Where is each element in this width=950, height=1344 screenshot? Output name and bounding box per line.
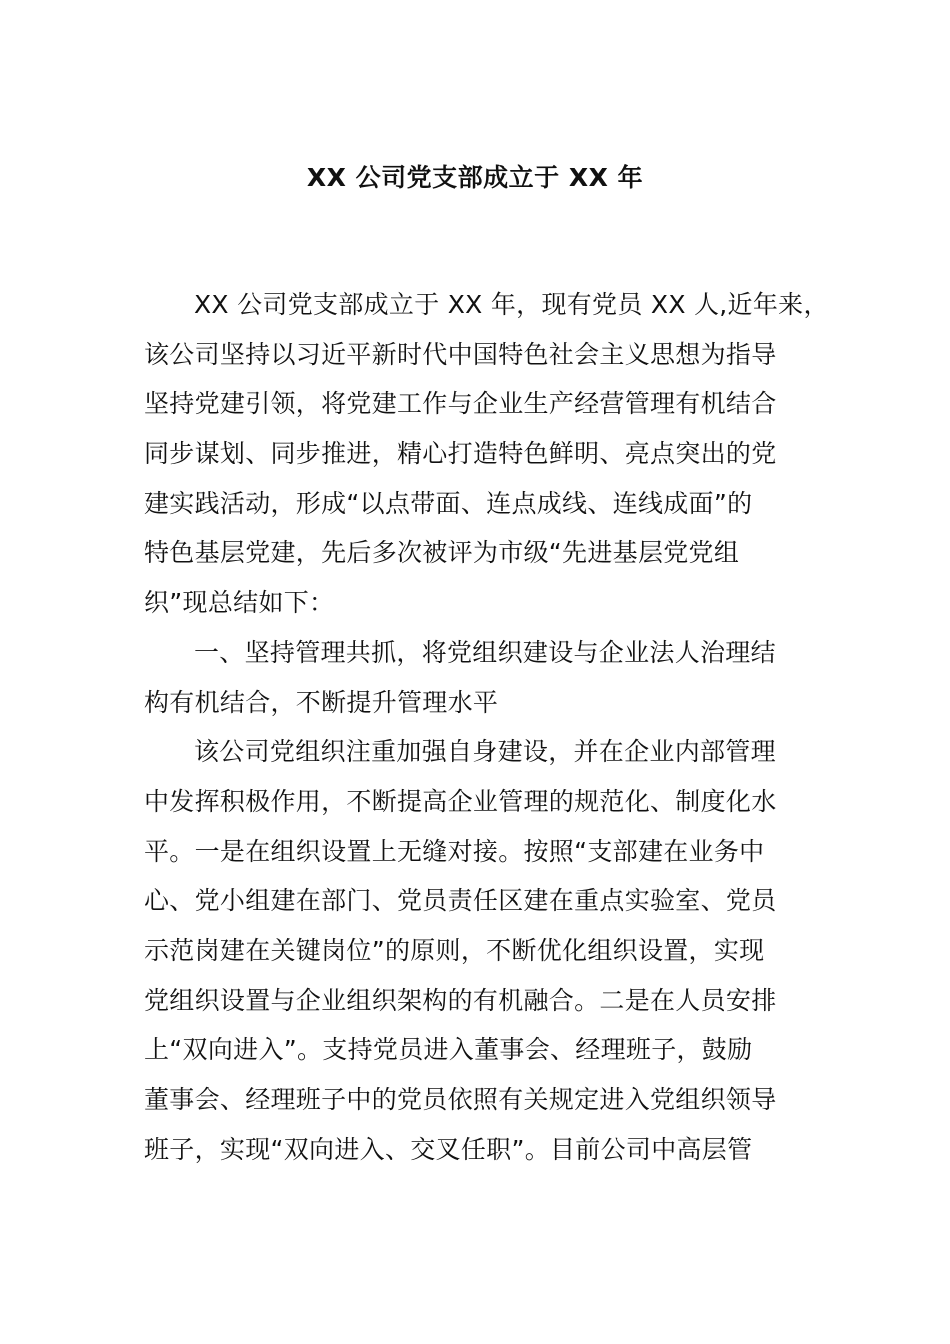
paragraph-line: 建实践活动，形成“以点带面、连点成线、连线成面”的 <box>144 488 753 518</box>
paragraph-line: 织”现总结如下： <box>144 588 335 618</box>
paragraph-line: 中发挥积极作用，不断提高企业管理的规范化、制度化水 <box>144 786 777 816</box>
paragraph-line: 示范岗建在关键岗位”的原则，不断优化组织设置，实现 <box>144 935 765 965</box>
paragraph-line: 该公司党组织注重加强自身建设，并在企业内部管理 <box>194 737 776 767</box>
paragraph-line: 心、党小组建在部门、党员责任区建在重点实验室、党员 <box>144 886 777 916</box>
section-heading-line: 一、坚持管理共抓，将党组织建设与企业法人治理结 <box>194 637 776 667</box>
paragraph-line: 该公司坚持以习近平新时代中国特色社会主义思想为指导 <box>144 339 777 369</box>
paragraph-line: 同步谋划、同步推进，精心打造特色鲜明、亮点突出的党 <box>144 439 777 469</box>
paragraph-line: 平。一是在组织设置上无缝对接。按照“支部建在业务中 <box>144 836 765 866</box>
paragraph-line: XX 公司党支部成立于 XX 年，现有党员 XX 人,近年来， <box>194 290 829 319</box>
paragraph-line: 上“双向进入”。支持党员进入董事会、经理班子，鼓励 <box>144 1035 753 1065</box>
paragraph-line: 董事会、经理班子中的党员依照有关规定进入党组织领导 <box>144 1085 777 1114</box>
document-body <box>144 280 844 1174</box>
section-heading-line: 构有机结合，不断提升管理水平 <box>144 687 499 717</box>
document-title: XX 公司党支部成立于 XX 年 <box>306 163 644 192</box>
paragraph-line: 班子，实现“双向进入、交叉任职”。目前公司中高层管 <box>144 1134 753 1164</box>
paragraph-line: 党组织设置与企业组织架构的有机融合。二是在人员安排 <box>144 985 777 1015</box>
paragraph-line: 坚持党建引领，将党建工作与企业生产经营管理有机结合 <box>144 389 777 419</box>
paragraph-line: 特色基层党建，先后多次被评为市级“先进基层党党组 <box>144 538 740 568</box>
